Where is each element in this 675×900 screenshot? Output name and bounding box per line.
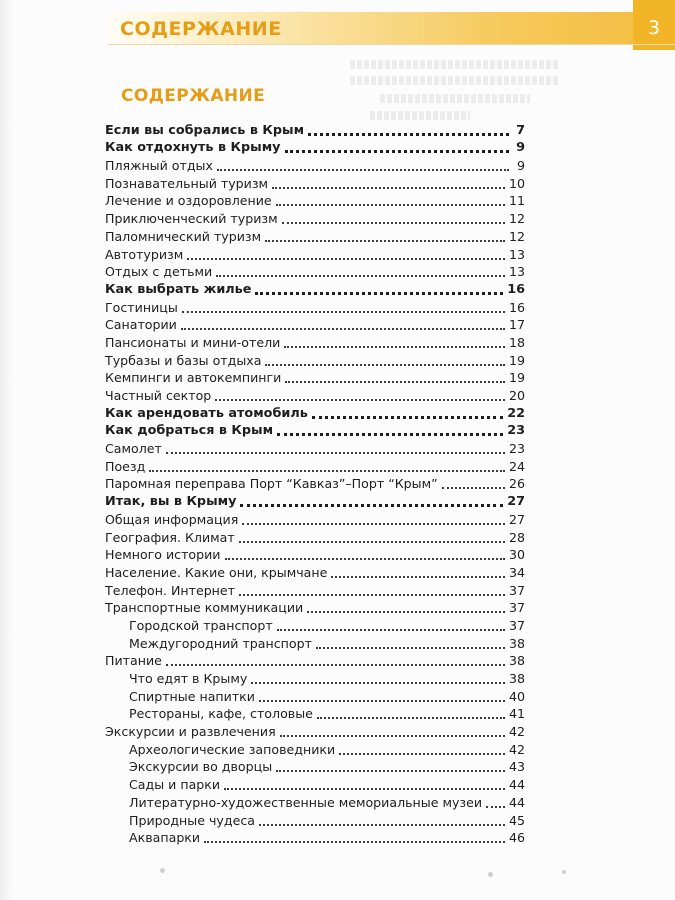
dot-leader <box>312 416 503 419</box>
header-rule <box>108 44 675 45</box>
toc-entry-title: Пансионаты и мини-отели <box>105 334 281 350</box>
toc-entry-title: Население. Какие они, крымчане <box>105 564 328 580</box>
toc-entry-page: 44 <box>508 777 525 793</box>
dot-leader <box>166 664 505 666</box>
toc-entry-title: Телефон. Интернет <box>105 582 236 598</box>
toc-entry-title: Сады и парки <box>129 777 221 793</box>
dot-leader <box>240 504 503 507</box>
toc-entry-page: 42 <box>508 724 525 740</box>
toc-entry-page: 38 <box>508 635 525 651</box>
toc-entry <box>105 333 525 351</box>
toc-entry-title: Как добраться в Крым <box>105 423 274 439</box>
dot-leader <box>239 541 505 543</box>
toc-entry <box>105 546 525 564</box>
toc-entry-page: 18 <box>508 334 525 350</box>
paper-speck <box>160 868 165 873</box>
dot-leader <box>339 753 505 755</box>
toc-entry-page: 23 <box>507 423 525 439</box>
toc-entry <box>105 599 525 617</box>
dot-leader <box>277 433 503 436</box>
toc-entry-title: Городской транспорт <box>129 617 273 633</box>
toc-entry-page: 16 <box>507 281 525 297</box>
toc-entry-page: 23 <box>508 441 525 457</box>
toc-entry-title: Частный сектор <box>105 388 212 403</box>
toc-entry <box>105 156 525 174</box>
dot-leader <box>224 788 505 790</box>
show-through-text <box>380 94 530 103</box>
dot-leader <box>216 275 505 277</box>
dot-leader <box>331 576 505 578</box>
toc-entry-page: 19 <box>508 352 525 368</box>
dot-leader <box>166 452 505 454</box>
toc-entry-title: Познавательный туризм <box>105 175 269 191</box>
toc-entry <box>105 439 525 457</box>
toc-entry-page: 37 <box>508 617 525 633</box>
dot-leader <box>277 629 505 631</box>
toc-entry <box>105 775 525 793</box>
toc-entry-page: 20 <box>508 388 525 403</box>
toc-entry <box>105 563 525 581</box>
dot-leader <box>308 133 509 136</box>
toc-entry-page: 24 <box>508 458 525 474</box>
show-through-text <box>350 60 560 69</box>
page-number-tab: 3 <box>633 0 675 50</box>
toc-entry-title: Немного истории <box>105 547 221 563</box>
dot-leader <box>225 558 505 560</box>
toc-entry-page: 27 <box>508 511 525 527</box>
toc-entry-page: 30 <box>508 547 525 563</box>
toc-entry <box>105 758 525 776</box>
toc-entry-title: География. Климат <box>105 529 235 545</box>
page-fold-shadow <box>0 0 14 900</box>
toc-entry-page: 13 <box>508 264 525 280</box>
toc-entry-title: Общая информация <box>105 511 239 527</box>
toc-entry-page: 12 <box>508 211 525 227</box>
dot-leader <box>239 594 505 596</box>
toc-entry <box>105 740 525 758</box>
dot-leader <box>285 381 505 383</box>
toc-entry-title: Экскурсии во дворцы <box>129 759 273 775</box>
toc-entry-title: Итак, вы в Крыму <box>105 494 237 510</box>
toc-entry-page: 17 <box>508 317 525 333</box>
toc-entry <box>105 492 525 510</box>
toc-entry <box>105 174 525 192</box>
toc-entry-page: 44 <box>508 794 525 810</box>
dot-leader <box>280 735 505 737</box>
contents-heading: СОДЕРЖАНИЕ <box>121 86 266 106</box>
toc-entry-page: 45 <box>508 812 525 828</box>
dot-leader <box>255 292 503 295</box>
dot-leader <box>282 222 505 224</box>
dot-leader <box>276 770 505 772</box>
toc-entry-title: Аквапарки <box>129 830 201 846</box>
dot-leader <box>259 700 505 702</box>
toc-entry <box>105 369 525 387</box>
toc-entry-title: Спиртные напитки <box>129 688 255 704</box>
toc-entry <box>105 652 525 670</box>
toc-entry <box>105 245 525 263</box>
toc-entry-title: Гостиницы <box>105 299 178 315</box>
toc-entry-page: 34 <box>508 564 525 580</box>
toc-entry <box>105 209 525 227</box>
toc-entry <box>105 298 525 316</box>
toc-entry-title: Самолет <box>105 441 162 457</box>
toc-entry-page: 42 <box>508 741 525 757</box>
dot-leader <box>217 169 509 171</box>
toc-entry-title: Питание <box>105 653 162 669</box>
dot-leader <box>486 806 505 808</box>
toc-entry <box>105 581 525 599</box>
toc-entry <box>105 227 525 245</box>
toc-entry <box>105 475 525 493</box>
dot-leader <box>317 717 505 719</box>
toc-entry-title: Поезд <box>105 458 146 474</box>
dot-leader <box>215 399 505 401</box>
dot-leader <box>316 647 505 649</box>
toc-entry <box>105 263 525 281</box>
toc-entry <box>105 829 525 847</box>
toc-entry-page: 40 <box>508 688 525 704</box>
toc-entry-page: 7 <box>516 122 525 138</box>
toc-entry-title: Экскурсии и развлечения <box>105 724 276 740</box>
toc-entry <box>105 280 525 298</box>
toc-entry-page: 26 <box>508 476 525 492</box>
toc-entry-title: Археологические заповедники <box>129 741 336 757</box>
toc-entry <box>105 705 525 723</box>
toc-entry-title: Лечение и оздоровление <box>105 193 272 209</box>
toc-entry <box>105 528 525 546</box>
toc-entry-title: Паломнический туризм <box>105 228 262 244</box>
toc-entry <box>105 811 525 829</box>
toc-entry <box>105 192 525 210</box>
dot-leader <box>272 187 505 189</box>
toc-entry <box>105 457 525 475</box>
toc-entry-title: Что едят в Крыму <box>129 671 248 686</box>
dot-leader <box>276 204 505 206</box>
toc-entry-title: Рестораны, кафе, столовые <box>129 706 313 722</box>
dot-leader <box>285 150 509 153</box>
toc-entry-title: Междугородний транспорт <box>129 635 312 651</box>
toc-entry-title: Как выбрать жилье <box>105 281 252 297</box>
paper-speck <box>488 872 493 877</box>
paper-speck <box>562 870 566 874</box>
dot-leader <box>182 311 505 313</box>
toc-entry-page: 9 <box>516 140 525 156</box>
toc-entry-page: 9 <box>516 158 525 174</box>
toc-entry-page: 13 <box>508 246 525 262</box>
toc-entry-title: Кемпинги и автокемпинги <box>105 370 282 386</box>
toc-entry-page: 16 <box>508 299 525 315</box>
dot-leader <box>251 682 505 684</box>
toc-entry <box>105 422 525 440</box>
dot-leader <box>149 470 505 472</box>
toc-entry <box>105 687 525 705</box>
toc-entry-title: Транспортные коммуникации <box>105 600 304 616</box>
toc-entry-page: 10 <box>508 175 525 191</box>
dot-leader <box>181 328 505 330</box>
toc-entry <box>105 793 525 811</box>
toc-entry-title: Как отдохнуть в Крыму <box>105 140 281 156</box>
toc-entry <box>105 316 525 334</box>
toc-entry <box>105 722 525 740</box>
toc-entry <box>105 139 525 157</box>
toc-entry-page: 43 <box>508 759 525 775</box>
toc-entry <box>105 634 525 652</box>
toc-entry-title: Турбазы и базы отдыха <box>105 352 262 368</box>
toc-entry-title: Санатории <box>105 317 177 333</box>
dot-leader <box>242 523 505 525</box>
dot-leader <box>442 487 505 489</box>
toc-entry-page: 38 <box>508 671 525 686</box>
show-through-text <box>350 76 560 85</box>
toc-entry-page: 22 <box>507 405 525 421</box>
toc-entry-title: Литературно-художественные мемориальные музеи <box>129 794 483 810</box>
toc-entry-page: 37 <box>508 582 525 598</box>
dot-leader <box>187 258 505 260</box>
toc-entry-title: Отдых с детьми <box>105 264 213 280</box>
toc-entry-page: 41 <box>508 706 525 722</box>
show-through-text <box>370 111 470 120</box>
toc-entry-page: 38 <box>508 653 525 669</box>
toc-entry <box>105 121 525 139</box>
toc-entry <box>105 510 525 528</box>
toc-entry <box>105 616 525 634</box>
dot-leader <box>307 611 505 613</box>
dot-leader <box>259 824 505 826</box>
toc-entry <box>105 351 525 369</box>
toc-entry-title: Автотуризм <box>105 246 184 262</box>
toc-entry-page: 12 <box>508 228 525 244</box>
dot-leader <box>265 240 505 242</box>
toc-entry-title: Природные чудеса <box>129 812 255 828</box>
toc-entry-title: Приключенческий туризм <box>105 211 278 227</box>
toc-entry <box>105 386 525 404</box>
running-header-title: СОДЕРЖАНИЕ <box>120 18 282 40</box>
dot-leader <box>284 346 505 348</box>
toc-entry-page: 37 <box>508 600 525 616</box>
toc-entry <box>105 404 525 422</box>
dot-leader <box>204 841 505 843</box>
toc-entry-page: 19 <box>508 370 525 386</box>
toc-entry-page: 28 <box>508 529 525 545</box>
toc-entry-title: Как арендовать атомобиль <box>105 405 308 421</box>
toc-entry-title: Пляжный отдых <box>105 158 213 174</box>
dot-leader <box>265 364 505 366</box>
toc-entry-page: 11 <box>508 193 525 209</box>
table-of-contents <box>105 121 525 846</box>
toc-entry-title: Паромная переправа Порт “Кавказ”–Порт “Крым” <box>105 476 438 492</box>
toc-entry-page: 46 <box>508 830 525 846</box>
toc-entry-page: 27 <box>507 494 525 510</box>
toc-entry-title: Если вы собрались в Крым <box>105 122 305 138</box>
toc-entry <box>105 669 525 687</box>
